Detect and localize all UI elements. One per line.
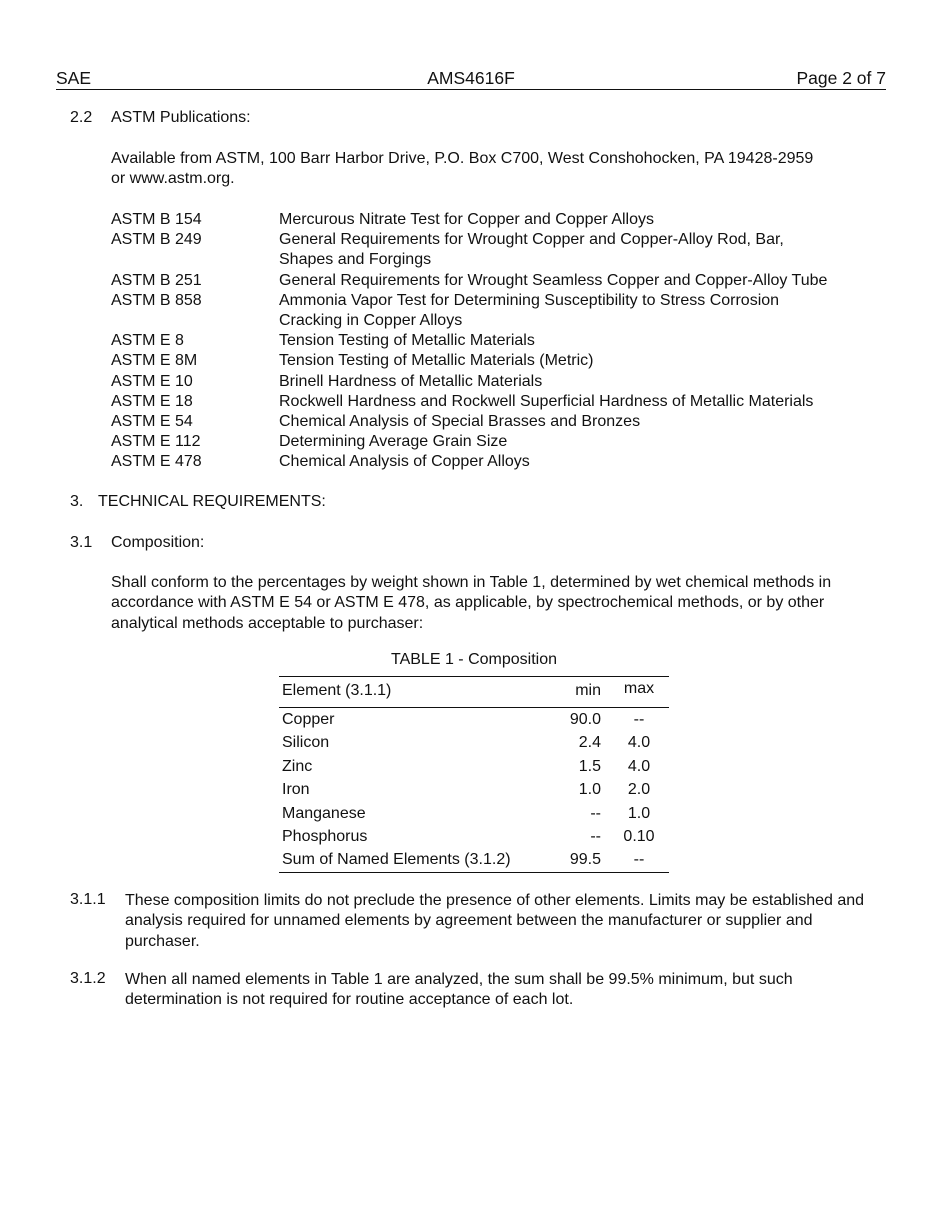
reference-title: Mercurous Nitrate Test for Copper and Copper Alloys bbox=[279, 211, 654, 228]
cell-element: Phosphorus bbox=[282, 827, 368, 845]
reference-title: Brinell Hardness of Metallic Materials bbox=[279, 373, 543, 390]
table-row bbox=[279, 755, 669, 778]
table-row bbox=[279, 778, 669, 801]
table-row bbox=[279, 825, 669, 848]
section-3-number: 3. bbox=[70, 493, 84, 510]
cell-min: 1.0 bbox=[578, 781, 601, 799]
table-row bbox=[279, 731, 669, 754]
cell-min: -- bbox=[590, 804, 601, 822]
cell-max: 0.10 bbox=[623, 827, 655, 845]
cell-element: Silicon bbox=[282, 734, 330, 752]
section-3-1-1-number: 3.1.1 bbox=[70, 891, 106, 908]
reference-title: Ammonia Vapor Test for Determining Susceptibility to Stress Corrosion Cracking in Copper Alloys bbox=[279, 292, 780, 329]
reference-code: ASTM B 251 bbox=[111, 272, 202, 289]
reference-code: ASTM B 154 bbox=[111, 211, 202, 228]
cell-element: Manganese bbox=[282, 804, 366, 822]
cell-max: 2.0 bbox=[627, 781, 651, 799]
reference-title: General Requirements for Wrought Seamless Copper and Copper-Alloy Tube bbox=[279, 272, 828, 289]
table-row bbox=[279, 708, 669, 731]
section-3-1-2-number: 3.1.2 bbox=[70, 970, 106, 987]
cell-min: -- bbox=[590, 827, 601, 845]
cell-max: 1.0 bbox=[627, 804, 651, 822]
cell-element: Sum of Named Elements (3.1.2) bbox=[282, 851, 511, 869]
reference-code: ASTM E 112 bbox=[111, 433, 201, 450]
section-3-1-number: 3.1 bbox=[70, 534, 93, 551]
cell-max: -- bbox=[633, 711, 645, 728]
reference-title: Chemical Analysis of Copper Alloys bbox=[279, 453, 530, 470]
reference-title: Chemical Analysis of Special Brasses and Bronzes bbox=[279, 413, 641, 430]
reference-code: ASTM B 858 bbox=[111, 292, 202, 309]
section-3-1-2-body: When all named elements in Table 1 are analyzed, the sum shall be 99.5% minimum, but such determination is not required for routine acceptance of each lot. bbox=[125, 971, 793, 1009]
section-3-1-title: Composition: bbox=[111, 534, 205, 551]
section-3-1-1-body: These composition limits do not preclude the presence of other elements. Limits may be established and analysis required for unnamed elements by agreement between the manufacturer or supplier and purchaser. bbox=[125, 892, 865, 950]
table-row bbox=[279, 802, 669, 825]
cell-element: Iron bbox=[282, 781, 310, 799]
reference-title: Determining Average Grain Size bbox=[279, 433, 508, 450]
cell-max: 4.0 bbox=[627, 734, 651, 752]
reference-code: ASTM E 18 bbox=[111, 393, 193, 410]
astm-availability-line1: Available from ASTM, 100 Barr Harbor Drive, P.O. Box C700, West Conshohocken, PA 19428-2959 bbox=[111, 150, 814, 167]
column-header-max: max bbox=[623, 680, 655, 697]
composition-table bbox=[279, 676, 669, 873]
column-header-min: min bbox=[575, 682, 601, 699]
reference-title: Tension Testing of Metallic Materials bbox=[279, 332, 535, 349]
section-3-title: TECHNICAL REQUIREMENTS: bbox=[98, 493, 326, 510]
cell-min: 90.0 bbox=[569, 711, 601, 728]
reference-code: ASTM E 54 bbox=[111, 413, 193, 430]
table-caption: TABLE 1 - Composition bbox=[391, 651, 557, 668]
reference-code: ASTM E 10 bbox=[111, 373, 193, 390]
section-2-2-title: ASTM Publications: bbox=[111, 109, 251, 126]
page-header bbox=[56, 68, 886, 90]
header-organization: SAE bbox=[56, 68, 92, 88]
cell-min: 1.5 bbox=[578, 757, 601, 775]
cell-min: 2.4 bbox=[578, 734, 601, 752]
cell-element: Zinc bbox=[282, 757, 313, 775]
reference-code: ASTM E 478 bbox=[111, 453, 202, 470]
table-header-row bbox=[279, 677, 669, 708]
header-page-number: Page 2 of 7 bbox=[796, 68, 886, 88]
section-3-1-body: Shall conform to the percentages by weight shown in Table 1, determined by wet chemical methods in accordance with ASTM E 54 or ASTM E 478, as applicable, by spectrochemical methods, or by other analytical methods acceptable to purchaser: bbox=[111, 574, 832, 632]
header-document-number: AMS4616F bbox=[427, 68, 515, 88]
reference-code: ASTM E 8 bbox=[111, 332, 184, 349]
cell-max: 4.0 bbox=[627, 757, 651, 775]
cell-min: 99.5 bbox=[569, 851, 601, 869]
astm-availability-line2: or www.astm.org. bbox=[111, 170, 235, 187]
table-row bbox=[279, 848, 669, 871]
reference-title: Rockwell Hardness and Rockwell Superficial Hardness of Metallic Materials bbox=[279, 393, 814, 410]
cell-element: Copper bbox=[282, 711, 335, 728]
reference-code: ASTM B 249 bbox=[111, 231, 202, 248]
reference-title: General Requirements for Wrought Copper and Copper-Alloy Rod, Bar, Shapes and Forgings bbox=[279, 231, 784, 268]
column-header-element: Element (3.1.1) bbox=[282, 682, 392, 699]
reference-title: Tension Testing of Metallic Materials (Metric) bbox=[279, 352, 594, 369]
section-2-2-number: 2.2 bbox=[70, 109, 93, 126]
reference-code: ASTM E 8M bbox=[111, 352, 198, 369]
cell-max: -- bbox=[633, 851, 645, 869]
